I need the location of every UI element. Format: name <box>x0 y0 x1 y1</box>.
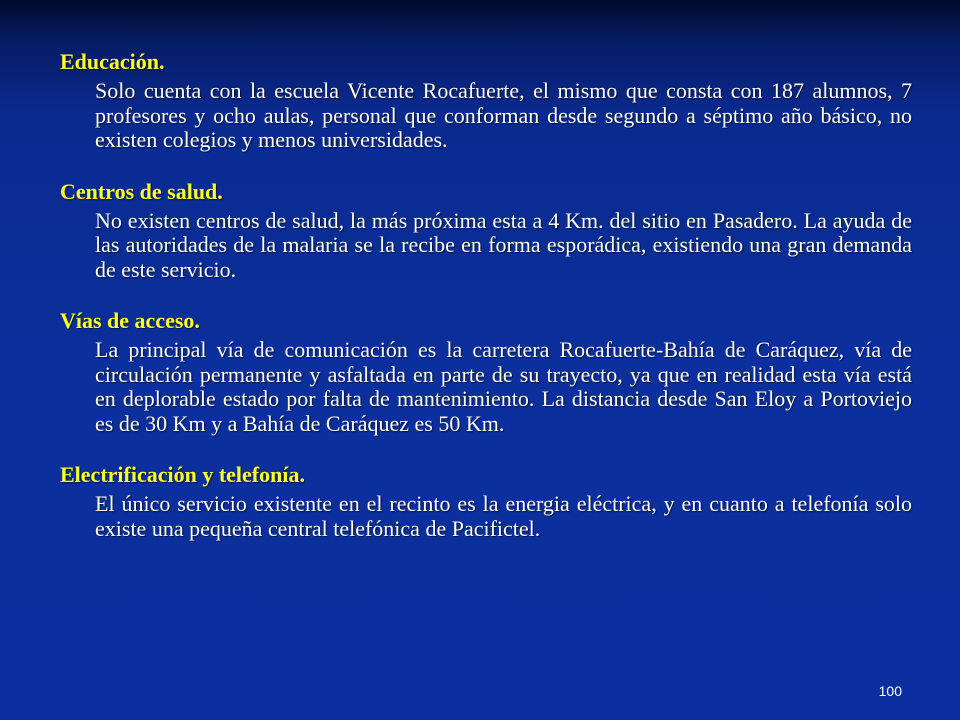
section-heading: Centros de salud. <box>60 178 223 204</box>
section-heading: Vías de acceso. <box>60 308 200 333</box>
section-body: El único servicio existente en el recinto es la energia eléctrica, y en cuanto a telefonía solo existe una pequeña central telefónica de Pacifictel. <box>95 491 912 541</box>
section-body: Solo cuenta con la escuela Vicente Rocafuerte, el mismo que consta con 187 alumnos, 7 profesores y ocho aulas, personal que conforman desde segundo a séptimo año básico, no existen colegios y menos universidades. <box>95 78 912 152</box>
section-centros-de-salud <box>60 178 912 283</box>
section-body: La principal vía de comunicación es la carretera Rocafuerte-Bahía de Caráquez, vía de circulación permanente y asfaltada en parte de su trayecto, ya que en realidad esta vía está en deplorable estado por falta de mantenimiento. La distancia desde San Eloy a Portoviejo es de 30 Km y a Bahía de Caráquez es 50 Km. <box>95 337 912 436</box>
section-educacion <box>60 48 912 153</box>
section-electrificacion-telefonia <box>60 461 912 541</box>
page-number: 100 <box>878 683 902 699</box>
section-heading: Educación. <box>60 49 165 74</box>
section-body: No existen centros de salud, la más próxima esta a 4 Km. del sitio en Pasadero. La ayuda de las autoridades de la malaria se la recibe en forma esporádica, existiendo una gran demanda de este servicio. <box>95 207 912 282</box>
slide-content <box>60 48 912 566</box>
section-vias-de-acceso <box>60 307 912 436</box>
section-heading: Electrificación y telefonía. <box>60 462 305 487</box>
